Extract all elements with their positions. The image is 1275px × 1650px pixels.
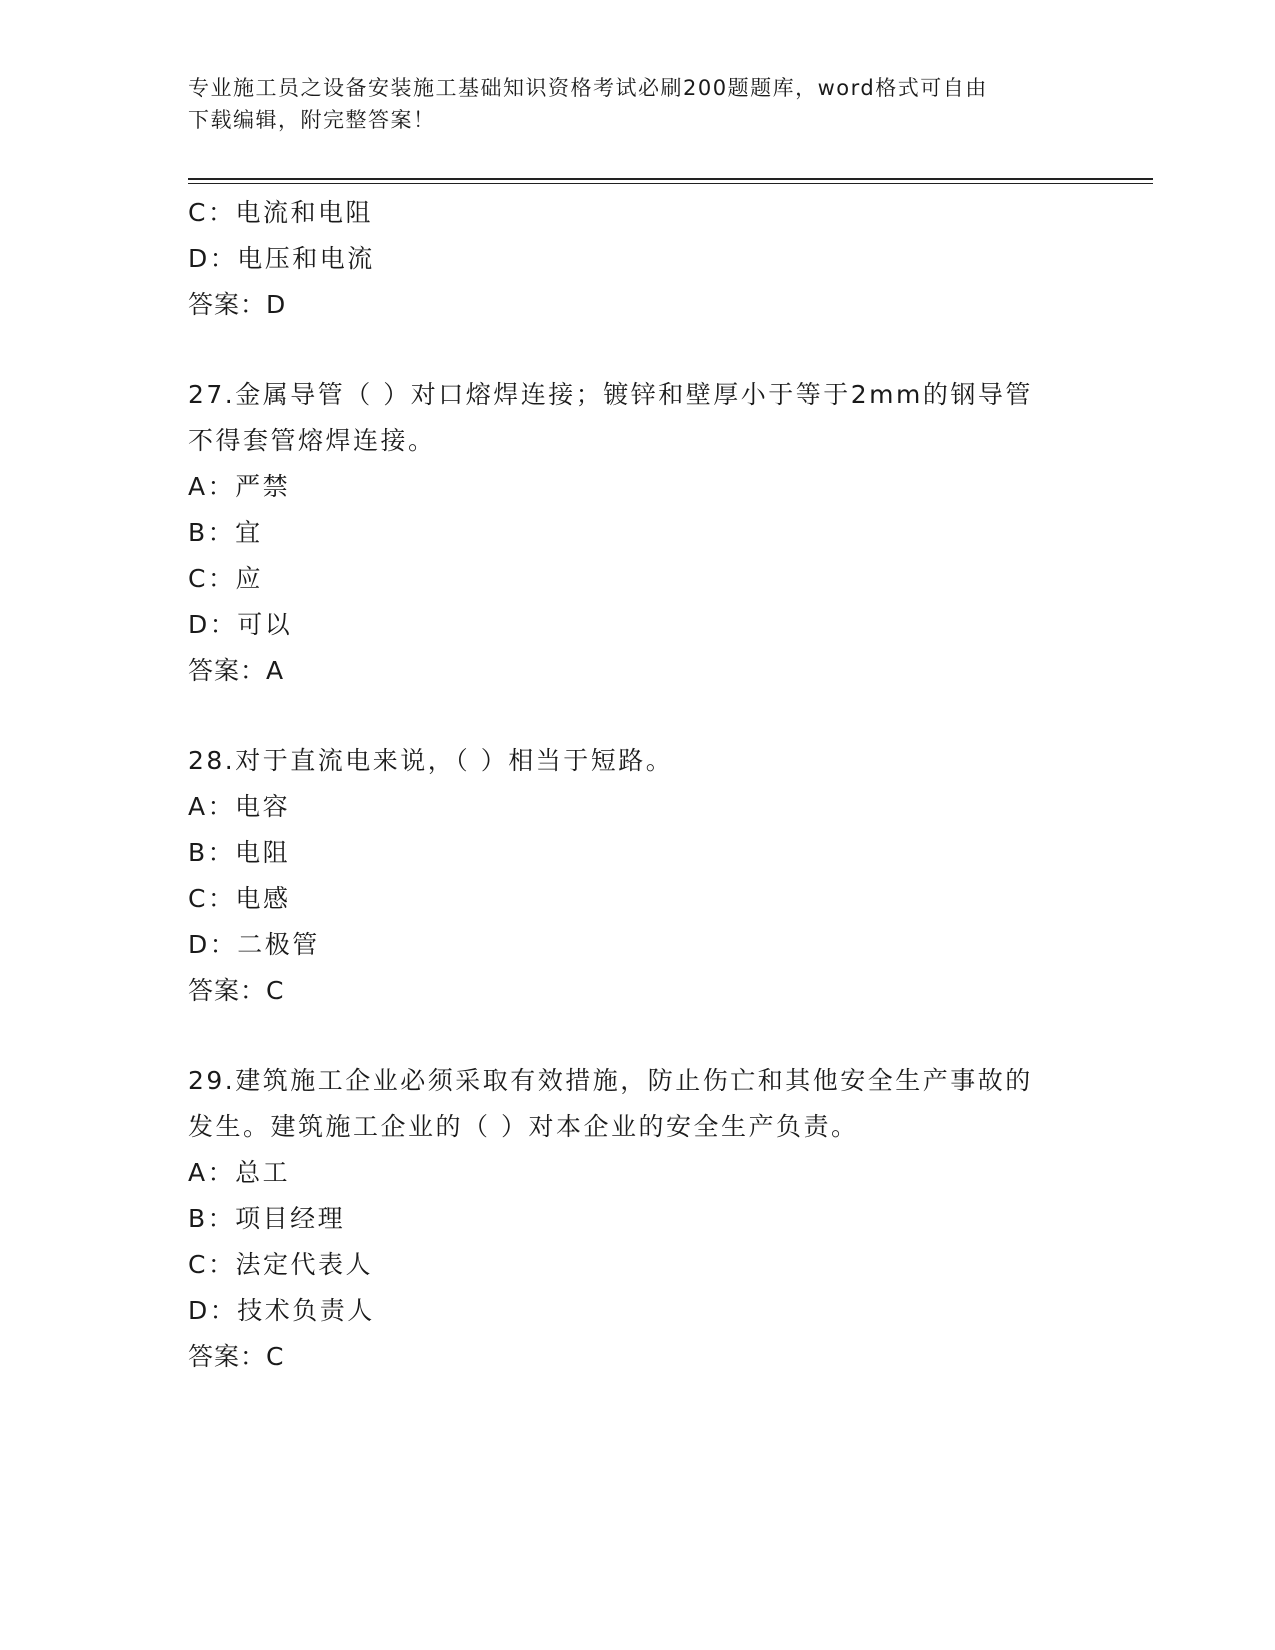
header-title-line-2: 下载编辑，附完整答案！ — [188, 108, 436, 132]
question-block-28 — [188, 738, 1088, 1014]
answer-line: 答案：C — [188, 976, 285, 1005]
header-title-line-1: 专业施工员之设备安装施工基础知识资格考试必刷200题题库，word格式可自由 — [188, 76, 988, 100]
question-block-27 — [188, 372, 1088, 694]
question-text-line-1: 28.对于直流电来说，（ ）相当于短路。 — [188, 746, 674, 775]
option-d: D：可以 — [188, 610, 293, 639]
prev-question-block — [188, 190, 1088, 328]
option-a: A：总工 — [188, 1158, 291, 1187]
option-d: D：二极管 — [188, 930, 320, 959]
option-b: B：电阻 — [188, 838, 291, 867]
question-text-line-2: 不得套管熔焊连接。 — [188, 426, 436, 455]
question-text-line-1: 27.金属导管（ ）对口熔焊连接；镀锌和壁厚小于等于2mm的钢导管 — [188, 380, 1033, 409]
answer-line: 答案：A — [188, 656, 285, 685]
option-b: B：项目经理 — [188, 1204, 346, 1233]
option-c: C：法定代表人 — [188, 1250, 373, 1279]
page-header — [188, 72, 1088, 136]
option-b: B：宜 — [188, 518, 263, 547]
answer-line: 答案：C — [188, 1342, 285, 1371]
answer-line: 答案：D — [188, 290, 287, 319]
question-text-line-2: 发生。建筑施工企业的（ ）对本企业的安全生产负责。 — [188, 1112, 859, 1141]
option-c: C：应 — [188, 564, 263, 593]
option-a: A：严禁 — [188, 472, 291, 501]
question-block-29 — [188, 1058, 1088, 1380]
header-divider-thick — [188, 178, 1153, 180]
question-text-line-1: 29.建筑施工企业必须采取有效措施，防止伤亡和其他安全生产事故的 — [188, 1066, 1033, 1095]
page-content — [188, 190, 1088, 1380]
option-c: C：电流和电阻 — [188, 198, 373, 227]
option-d: D：电压和电流 — [188, 244, 375, 273]
header-divider-thin — [188, 183, 1153, 184]
option-a: A：电容 — [188, 792, 291, 821]
option-d: D：技术负责人 — [188, 1296, 375, 1325]
option-c: C：电感 — [188, 884, 291, 913]
